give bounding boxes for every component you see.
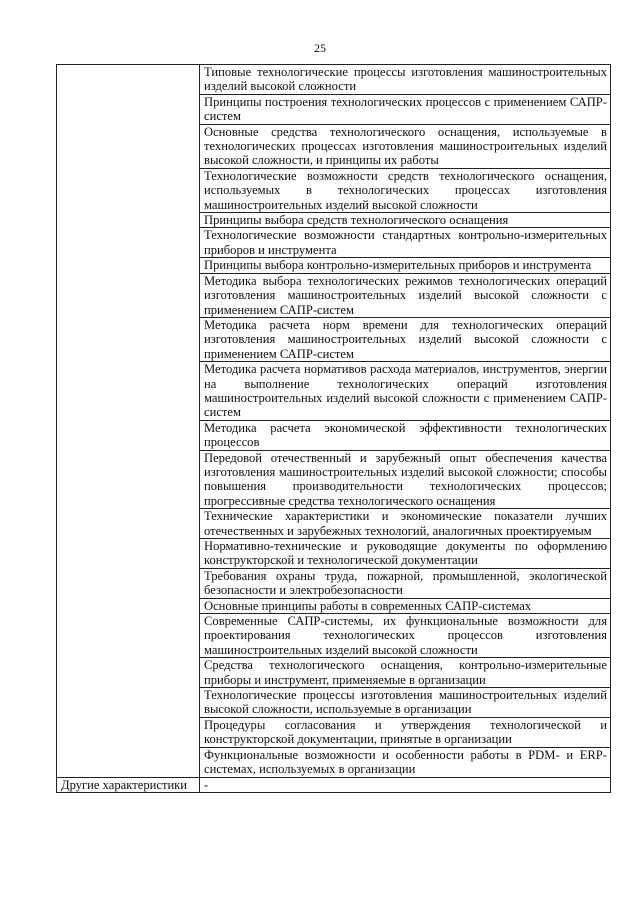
other-characteristics-label: Другие характеристики [57,777,200,792]
knowledge-item: Методика расчета экономической эффективности технологических процессов [200,420,611,450]
knowledge-item: Методика выбора технологических режимов технологических операций изготовления машиностроительных изделий высокой сложности с применением САПР-систем [200,273,611,317]
knowledge-item: Методика расчета нормативов расхода материалов, инструментов, энергии на выполнение технологических операций изготовления машиностроительных изделий высокой сложности с применением САПР-систем [200,362,611,421]
knowledge-item: Принципы выбора средств технологического оснащения [200,213,611,228]
requirements-table-body [57,65,611,793]
knowledge-item: Основные принципы работы в современных САПР-системах [200,598,611,613]
knowledge-item: Принципы построения технологических процессов с применением САПР-систем [200,94,611,124]
knowledge-item: Средства технологического оснащения, контрольно-измерительные приборы и инструмент, применяемые в организации [200,658,611,688]
requirements-label-cell [57,65,200,778]
knowledge-item: Современные САПР-системы, их функциональные возможности для проектирования технологических процессов изготовления машиностроительных изделий высокой сложности [200,614,611,658]
knowledge-item: Типовые технологические процессы изготовления машиностроительных изделий высокой сложности [200,65,611,95]
page-number: 25 [314,41,326,55]
knowledge-item: Технические характеристики и экономические показатели лучших отечественных и зарубежных технологий, аналогичных проектируемым [200,509,611,539]
knowledge-item: Нормативно-технические и руководящие документы по оформлению конструкторской и технологической документации [200,539,611,569]
knowledge-item: Технологические процессы изготовления машиностроительных изделий высокой сложности, используемые в организации [200,688,611,718]
other-characteristics-value: - [200,777,611,792]
knowledge-item: Требования охраны труда, пожарной, промышленной, экологической безопасности и электробезопасности [200,568,611,598]
requirements-table [56,64,611,793]
knowledge-item: Технологические возможности стандартных контрольно-измерительных приборов и инструмента [200,228,611,258]
knowledge-item: Функциональные возможности и особенности работы в PDM- и ERP-системах, используемых в организации [200,747,611,777]
knowledge-item: Основные средства технологического оснащения, используемые в технологических процессах изготовления машиностроительных изделий высокой сложности, и принципы их работы [200,124,611,168]
other-characteristics-row [57,777,611,792]
knowledge-row [57,65,611,95]
knowledge-item: Методика расчета норм времени для технологических операций изготовления машиностроительных изделий высокой сложности с применением САПР-систем [200,317,611,361]
knowledge-item: Технологические возможности средств технологического оснащения, используемых в технологических процессах изготовления машиностроительных изделий высокой сложности [200,168,611,212]
knowledge-item: Принципы выбора контрольно-измерительных приборов и инструмента [200,258,611,273]
knowledge-item: Передовой отечественный и зарубежный опыт обеспечения качества изготовления машиностроительных изделий высокой сложности; способы повышения производительности технологических процессов; прогрессивные средства технологического оснащения [200,450,611,509]
knowledge-item: Процедуры согласования и утверждения технологической и конструкторской документации, принятые в организации [200,717,611,747]
